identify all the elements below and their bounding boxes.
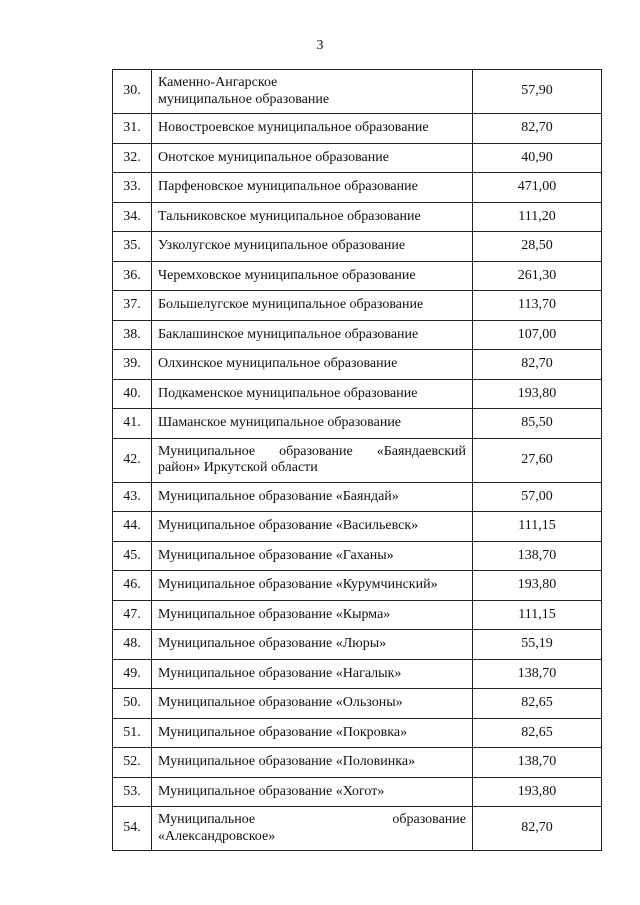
municipality-name xyxy=(152,541,473,571)
municipality-name-line: Шаманское муниципальное образование xyxy=(158,415,402,430)
municipality-name xyxy=(152,261,473,291)
table-row xyxy=(113,350,602,380)
row-number: 49. xyxy=(113,659,152,689)
municipality-name xyxy=(152,482,473,512)
municipality-name-line: Олхинское муниципальное образование xyxy=(158,356,398,371)
row-number: 31. xyxy=(113,114,152,144)
municipality-name xyxy=(152,807,473,851)
municipality-name-line: Муниципальное образование «Нагалык» xyxy=(158,665,402,681)
amount-value: 82,65 xyxy=(473,718,602,748)
table-row xyxy=(113,438,602,482)
amount-value: 193,80 xyxy=(473,777,602,807)
municipality-name-line: Муниципальное образование «Ользоны» xyxy=(158,695,403,710)
municipality-name-line: Муниципальное образование «Баяндай» xyxy=(158,488,399,504)
municipality-name xyxy=(152,202,473,232)
row-number: 52. xyxy=(113,748,152,778)
amount-value: 113,70 xyxy=(473,291,602,321)
amount-value: 57,00 xyxy=(473,482,602,512)
municipality-name xyxy=(152,571,473,601)
row-number: 42. xyxy=(113,438,152,482)
table-row xyxy=(113,291,602,321)
municipality-name-line: Баклашинское муниципальное образование xyxy=(158,326,419,342)
amount-value: 471,00 xyxy=(473,173,602,203)
amount-value: 27,60 xyxy=(473,438,602,482)
amount-value: 82,70 xyxy=(473,350,602,380)
table-row xyxy=(113,261,602,291)
row-number: 32. xyxy=(113,143,152,173)
municipality-name xyxy=(152,70,473,114)
row-number: 53. xyxy=(113,777,152,807)
amount-value: 82,65 xyxy=(473,689,602,719)
amount-value: 138,70 xyxy=(473,748,602,778)
municipality-name xyxy=(152,350,473,380)
row-number: 33. xyxy=(113,173,152,203)
row-number: 37. xyxy=(113,291,152,321)
row-number: 45. xyxy=(113,541,152,571)
amount-value: 111,15 xyxy=(473,600,602,630)
municipality-name-line: Муниципальное образование «Васильевск» xyxy=(158,518,419,533)
allocation-table xyxy=(112,69,602,851)
municipality-name xyxy=(152,512,473,542)
municipality-name xyxy=(152,718,473,748)
table-row xyxy=(113,600,602,630)
table-row xyxy=(113,571,602,601)
municipality-name-line: Новостроевское муниципальное образование xyxy=(158,120,429,135)
municipality-name-line: Черемховское муниципальное образование xyxy=(158,267,416,283)
municipality-name-line: Узколугское муниципальное образование xyxy=(158,238,406,253)
municipality-name-line: Большелугское муниципальное образование xyxy=(158,297,424,312)
municipality-name-line: район» Иркутской области xyxy=(158,460,318,475)
municipality-name xyxy=(152,320,473,350)
row-number: 51. xyxy=(113,718,152,748)
row-number: 41. xyxy=(113,409,152,439)
table-row xyxy=(113,777,602,807)
table-row xyxy=(113,541,602,571)
municipality-name xyxy=(152,630,473,660)
table-row xyxy=(113,143,602,173)
municipality-name xyxy=(152,114,473,144)
table-body xyxy=(113,70,602,851)
amount-value: 82,70 xyxy=(473,114,602,144)
municipality-name-line: Парфеновское муниципальное образование xyxy=(158,179,418,194)
table-row xyxy=(113,718,602,748)
table-row xyxy=(113,409,602,439)
municipality-name xyxy=(152,600,473,630)
municipality-name xyxy=(152,232,473,262)
row-number: 34. xyxy=(113,202,152,232)
table-row xyxy=(113,232,602,262)
table-row xyxy=(113,202,602,232)
municipality-name-line: Муниципальное образование «Люры» xyxy=(158,636,387,651)
amount-value: 261,30 xyxy=(473,261,602,291)
row-number: 47. xyxy=(113,600,152,630)
table-row xyxy=(113,659,602,689)
row-number: 50. xyxy=(113,689,152,719)
municipality-name xyxy=(152,689,473,719)
municipality-name xyxy=(152,438,473,482)
municipality-name-line: Муниципальное образование «Курумчинский» xyxy=(158,577,438,592)
table-row xyxy=(113,482,602,512)
row-number: 54. xyxy=(113,807,152,851)
municipality-name-line: Муниципальное образование «Хогот» xyxy=(158,783,385,799)
row-number: 35. xyxy=(113,232,152,262)
table-row xyxy=(113,173,602,203)
amount-value: 138,70 xyxy=(473,659,602,689)
row-number: 48. xyxy=(113,630,152,660)
municipality-name-line: Тальниковское муниципальное образование xyxy=(158,208,421,224)
table-row xyxy=(113,512,602,542)
municipality-name-line: Онотское муниципальное образование xyxy=(158,149,389,165)
municipality-name xyxy=(152,409,473,439)
municipality-name xyxy=(152,291,473,321)
amount-value: 193,80 xyxy=(473,379,602,409)
table-row xyxy=(113,70,602,114)
municipality-name xyxy=(152,777,473,807)
municipality-name-line: Муниципальное образование «Баяндаевский xyxy=(158,443,466,459)
row-number: 40. xyxy=(113,379,152,409)
municipality-name xyxy=(152,173,473,203)
amount-value: 40,90 xyxy=(473,143,602,173)
row-number: 38. xyxy=(113,320,152,350)
table-row xyxy=(113,807,602,851)
table-row xyxy=(113,748,602,778)
municipality-name-line: муниципальное образование xyxy=(158,91,330,107)
municipality-name-line: Подкаменское муниципальное образование xyxy=(158,385,418,401)
amount-value: 111,15 xyxy=(473,512,602,542)
municipality-name-line: Муниципальное образование «Гаханы» xyxy=(158,547,394,563)
municipality-name xyxy=(152,748,473,778)
amount-value: 57,90 xyxy=(473,70,602,114)
municipality-name xyxy=(152,659,473,689)
table-row xyxy=(113,689,602,719)
table-row xyxy=(113,114,602,144)
amount-value: 138,70 xyxy=(473,541,602,571)
table-row xyxy=(113,379,602,409)
municipality-name-line: Муниципальное образование «Покровка» xyxy=(158,724,408,740)
amount-value: 82,70 xyxy=(473,807,602,851)
amount-value: 85,50 xyxy=(473,409,602,439)
table-row xyxy=(113,320,602,350)
row-number: 36. xyxy=(113,261,152,291)
amount-value: 28,50 xyxy=(473,232,602,262)
municipality-name-line: Муниципальное образование «Кырма» xyxy=(158,606,391,622)
row-number: 30. xyxy=(113,70,152,114)
table-row xyxy=(113,630,602,660)
municipality-name xyxy=(152,379,473,409)
row-number: 39. xyxy=(113,350,152,380)
municipality-name-line: «Александровское» xyxy=(158,828,276,844)
amount-value: 111,20 xyxy=(473,202,602,232)
municipality-name xyxy=(152,143,473,173)
amount-value: 55,19 xyxy=(473,630,602,660)
municipality-name-line: Муниципальное образование «Половинка» xyxy=(158,754,416,769)
municipality-name-line: Каменно-Ангарское xyxy=(158,75,278,90)
row-number: 43. xyxy=(113,482,152,512)
municipality-name-line: Муниципальное образование xyxy=(158,812,466,827)
page-number: 3 xyxy=(316,38,324,53)
row-number: 44. xyxy=(113,512,152,542)
amount-value: 107,00 xyxy=(473,320,602,350)
amount-value: 193,80 xyxy=(473,571,602,601)
row-number: 46. xyxy=(113,571,152,601)
